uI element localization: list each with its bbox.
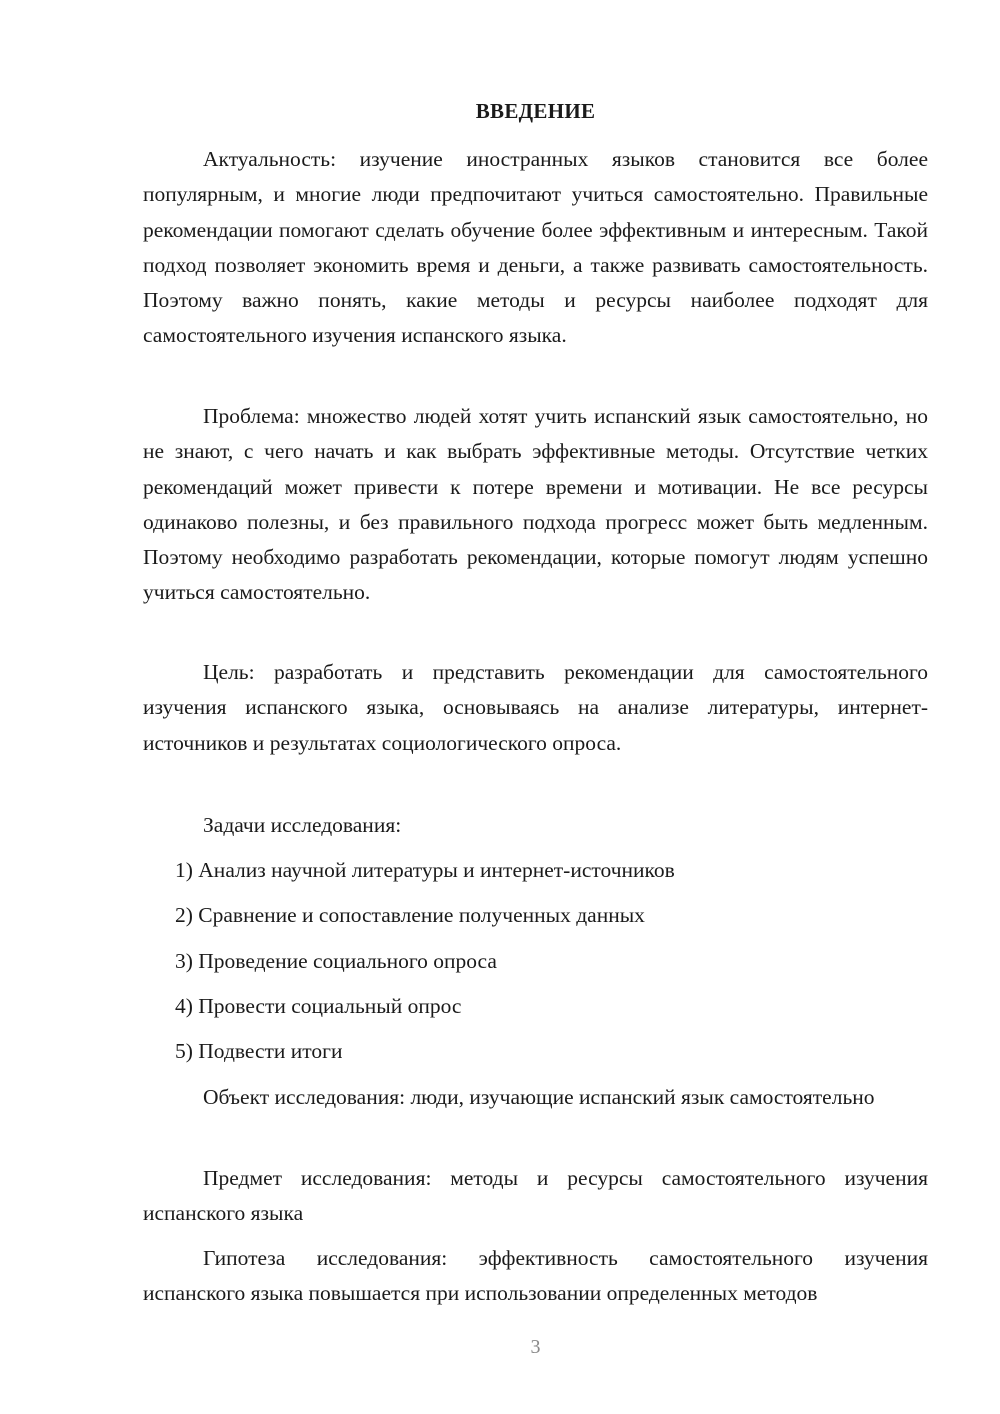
- task-item-4: 4) Провести социальный опрос: [175, 994, 462, 1018]
- task-item-3: 3) Проведение социального опроса: [175, 949, 497, 973]
- task-item-1: 1) Анализ научной литературы и интернет-источников: [175, 858, 675, 882]
- tasks-heading: Задачи исследования:: [203, 813, 402, 837]
- subject-paragraph: Предмет исследования: методы и ресурсы самостоятельного изучения испанского языка: [143, 1166, 928, 1226]
- hypothesis-paragraph: Гипотеза исследования: эффективность самостоятельного изучения испанского языка повышается при использовании определенных методов: [143, 1246, 928, 1306]
- section-title: ВВЕДЕНИЕ: [475, 99, 596, 123]
- goal-paragraph: Цель: разработать и представить рекомендации для самостоятельного изучения испанского языка, основываясь на анализе литературы, интернет-источников и результатах социологического опроса.: [143, 660, 928, 755]
- task-item-2: 2) Сравнение и сопоставление полученных данных: [175, 903, 645, 927]
- problem-paragraph: Проблема: множество людей хотят учить испанский язык самостоятельно, но не знают, с чего начать и как выбрать эффективные методы. Отсутствие четких рекомендаций может привести к потере времени и мотивации. Не все ресурсы одинаково полезны, и без правильного подхода прогресс может быть медленным. Поэтому необходимо разработать рекомендации, которые помогут людям успешно учиться самостоятельно.: [143, 404, 928, 605]
- task-item-5: 5) Подвести итоги: [175, 1039, 343, 1063]
- relevance-paragraph: Актуальность: изучение иностранных языков становится все более популярным, и многие люди предпочитают учиться самостоятельно. Правильные рекомендации помогают сделать обучение более эффективным и интересным. Такой подход позволяет экономить время и деньги, а также развивать самостоятельность. Поэтому важно понять, какие методы и ресурсы наиболее подходят для самостоятельного изучения испанского языка.: [143, 147, 928, 348]
- object-paragraph: Объект исследования: люди, изучающие испанский язык самостоятельно: [203, 1085, 875, 1109]
- page-number: 3: [530, 1336, 541, 1358]
